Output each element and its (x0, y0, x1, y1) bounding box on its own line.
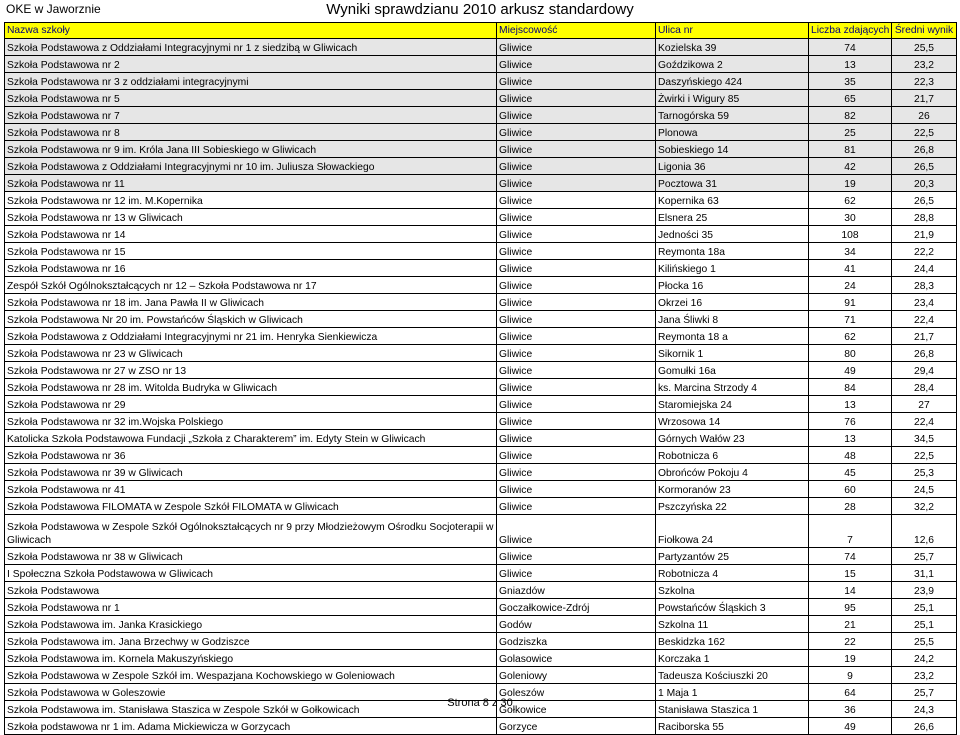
col-header-street: Ulica nr (656, 23, 809, 39)
table-row (5, 396, 957, 413)
cell-avg: 25,7 (892, 684, 957, 701)
cell-count: 7 (809, 515, 892, 548)
cell-avg: 22,2 (892, 243, 957, 260)
table-row (5, 565, 957, 582)
cell-avg: 34,5 (892, 430, 957, 447)
cell-city: Gliwice (497, 565, 656, 582)
cell-school-name: Szkoła Podstawowa im. Jana Brzechwy w Godziszce (5, 633, 497, 650)
cell-school-name: Szkoła Podstawowa nr 36 (5, 447, 497, 464)
cell-count: 13 (809, 396, 892, 413)
cell-city: Gliwice (497, 175, 656, 192)
cell-city: Goczałkowice-Zdrój (497, 599, 656, 616)
cell-school-name: Szkoła Podstawowa nr 7 (5, 107, 497, 124)
cell-school-name: Szkoła Podstawowa nr 9 im. Króla Jana III Sobieskiego w Gliwicach (5, 141, 497, 158)
cell-count: 91 (809, 294, 892, 311)
cell-city: Goleszów (497, 684, 656, 701)
cell-count: 25 (809, 124, 892, 141)
cell-city: Gliwice (497, 56, 656, 73)
table-row (5, 633, 957, 650)
table-row (5, 430, 957, 447)
cell-avg: 28,4 (892, 379, 957, 396)
cell-street: Beskidzka 162 (656, 633, 809, 650)
cell-count: 49 (809, 362, 892, 379)
cell-avg: 21,7 (892, 90, 957, 107)
page-number: Strona 8 z 30 (447, 697, 513, 709)
cell-school-name: Szkoła Podstawowa im. Janka Krasickiego (5, 616, 497, 633)
cell-city: Gliwice (497, 294, 656, 311)
table-row (5, 124, 957, 141)
cell-city: Gliwice (497, 107, 656, 124)
cell-avg: 21,9 (892, 226, 957, 243)
cell-count: 15 (809, 565, 892, 582)
cell-street: Kozielska 39 (656, 39, 809, 56)
cell-school-name: Szkoła Podstawowa im. Stanisława Staszica w Zespole Szkół w Gołkowicach (5, 701, 497, 718)
cell-avg: 26,6 (892, 718, 957, 735)
cell-school-name: Szkoła Podstawowa nr 38 w Gliwicach (5, 548, 497, 565)
cell-school-name: Szkoła Podstawowa nr 11 (5, 175, 497, 192)
cell-street: Wrzosowa 14 (656, 413, 809, 430)
table-row (5, 447, 957, 464)
table-row (5, 158, 957, 175)
cell-count: 41 (809, 260, 892, 277)
cell-school-name: Zespół Szkół Ogólnokształcących nr 12 – Szkoła Podstawowa nr 17 (5, 277, 497, 294)
cell-city: Gołkowice (497, 701, 656, 718)
table-row (5, 56, 957, 73)
cell-avg: 26 (892, 107, 957, 124)
cell-street: Jedności 35 (656, 226, 809, 243)
cell-street: Elsnera 25 (656, 209, 809, 226)
cell-avg: 24,3 (892, 701, 957, 718)
cell-avg: 20,3 (892, 175, 957, 192)
cell-street: Stanisława Staszica 1 (656, 701, 809, 718)
cell-school-name: Szkoła Podstawowa nr 5 (5, 90, 497, 107)
cell-street: 1 Maja 1 (656, 684, 809, 701)
cell-avg: 25,5 (892, 633, 957, 650)
cell-school-name: Szkoła Podstawowa z Oddziałami Integracyjnymi nr 1 z siedzibą w Gliwicach (5, 39, 497, 56)
cell-count: 62 (809, 328, 892, 345)
cell-school-name: Szkoła Podstawowa nr 2 (5, 56, 497, 73)
cell-street: Gomułki 16a (656, 362, 809, 379)
cell-city: Gliwice (497, 226, 656, 243)
cell-street: Okrzei 16 (656, 294, 809, 311)
cell-street: Plonowa (656, 124, 809, 141)
cell-school-name: Szkoła Podstawowa nr 3 z oddziałami integracyjnymi (5, 73, 497, 90)
cell-avg: 29,4 (892, 362, 957, 379)
cell-avg: 26,5 (892, 158, 957, 175)
table-row (5, 548, 957, 565)
table-body (5, 39, 957, 735)
cell-school-name: Szkoła Podstawowa nr 28 im. Witolda Budryka w Gliwicach (5, 379, 497, 396)
cell-avg: 23,9 (892, 582, 957, 599)
table-row (5, 718, 957, 735)
cell-count: 49 (809, 718, 892, 735)
cell-city: Gliwice (497, 379, 656, 396)
cell-count: 60 (809, 481, 892, 498)
cell-city: Gliwice (497, 464, 656, 481)
cell-avg: 28,8 (892, 209, 957, 226)
col-header-city: Miejscowość (497, 23, 656, 39)
cell-street: Reymonta 18a (656, 243, 809, 260)
cell-school-name: Szkoła Podstawowa nr 27 w ZSO nr 13 (5, 362, 497, 379)
cell-school-name: Szkoła Podstawowa nr 29 (5, 396, 497, 413)
cell-city: Gliwice (497, 73, 656, 90)
cell-street: Daszyńskiego 424 (656, 73, 809, 90)
table-row (5, 345, 957, 362)
cell-count: 30 (809, 209, 892, 226)
cell-city: Gliwice (497, 260, 656, 277)
cell-city: Godziszka (497, 633, 656, 650)
table-row (5, 498, 957, 515)
cell-count: 71 (809, 311, 892, 328)
cell-street: Reymonta 18 a (656, 328, 809, 345)
cell-school-name: Szkoła Podstawowa z Oddziałami Integracyjnymi nr 10 im. Juliusza Słowackiego (5, 158, 497, 175)
cell-avg: 25,7 (892, 548, 957, 565)
cell-city: Gorzyce (497, 718, 656, 735)
cell-school-name: Szkoła Podstawowa w Goleszowie (5, 684, 497, 701)
cell-city: Gliwice (497, 90, 656, 107)
cell-count: 76 (809, 413, 892, 430)
cell-count: 35 (809, 73, 892, 90)
cell-street: Korczaka 1 (656, 650, 809, 667)
cell-avg: 22,3 (892, 73, 957, 90)
cell-school-name: Szkoła Podstawowa Nr 20 im. Powstańców Śląskich w Gliwicach (5, 311, 497, 328)
table-row (5, 243, 957, 260)
cell-street: Tadeusza Kościuszki 20 (656, 667, 809, 684)
cell-city: Gliwice (497, 481, 656, 498)
cell-city: Gliwice (497, 277, 656, 294)
cell-avg: 22,4 (892, 311, 957, 328)
cell-city: Gliwice (497, 192, 656, 209)
cell-street: Raciborska 55 (656, 718, 809, 735)
cell-avg: 24,5 (892, 481, 957, 498)
cell-count: 42 (809, 158, 892, 175)
results-table (4, 22, 957, 735)
cell-city: Gliwice (497, 243, 656, 260)
table-row (5, 362, 957, 379)
cell-city: Gliwice (497, 447, 656, 464)
cell-street: Tarnogórska 59 (656, 107, 809, 124)
cell-avg: 24,4 (892, 260, 957, 277)
cell-street: Sikornik 1 (656, 345, 809, 362)
table-row (5, 277, 957, 294)
cell-street: Kilińskiego 1 (656, 260, 809, 277)
table-row (5, 209, 957, 226)
cell-avg: 25,1 (892, 599, 957, 616)
cell-school-name: Katolicka Szkoła Podstawowa Fundacji „Szkoła z Charakterem” im. Edyty Stein w Gliwicach (5, 430, 497, 447)
table-row (5, 311, 957, 328)
table-row (5, 616, 957, 633)
header-row (5, 23, 957, 39)
cell-count: 80 (809, 345, 892, 362)
cell-avg: 21,7 (892, 328, 957, 345)
cell-street: Obrońców Pokoju 4 (656, 464, 809, 481)
cell-street: ks. Marcina Strzody 4 (656, 379, 809, 396)
cell-count: 108 (809, 226, 892, 243)
table-row (5, 379, 957, 396)
table-header (5, 23, 957, 39)
cell-count: 95 (809, 599, 892, 616)
cell-school-name: Szkoła Podstawowa nr 12 im. M.Kopernika (5, 192, 497, 209)
cell-avg: 24,2 (892, 650, 957, 667)
cell-school-name: Szkoła Podstawowa nr 1 (5, 599, 497, 616)
cell-avg: 22,4 (892, 413, 957, 430)
cell-count: 84 (809, 379, 892, 396)
table-row (5, 481, 957, 498)
cell-street: Górnych Wałów 23 (656, 430, 809, 447)
cell-avg: 22,5 (892, 124, 957, 141)
cell-city: Godów (497, 616, 656, 633)
cell-city: Gliwice (497, 209, 656, 226)
cell-street: Sobieskiego 14 (656, 141, 809, 158)
table-row (5, 413, 957, 430)
cell-count: 48 (809, 447, 892, 464)
cell-count: 62 (809, 192, 892, 209)
table-row (5, 39, 957, 56)
cell-school-name: Szkoła Podstawowa w Zespole Szkół Ogólnokształcących nr 9 przy Młodzieżowym Ośrodku Socjoterapii w Gliwicach (5, 515, 497, 548)
table-row (5, 599, 957, 616)
cell-school-name: Szkoła Podstawowa nr 16 (5, 260, 497, 277)
col-header-school-name: Nazwa szkoły (5, 23, 497, 39)
cell-count: 74 (809, 39, 892, 56)
table-row (5, 650, 957, 667)
cell-count: 34 (809, 243, 892, 260)
cell-avg: 12,6 (892, 515, 957, 548)
cell-city: Gliwice (497, 498, 656, 515)
cell-city: Gliwice (497, 430, 656, 447)
table-row (5, 73, 957, 90)
col-header-avg: Średni wynik (892, 23, 957, 39)
table-row (5, 107, 957, 124)
cell-count: 74 (809, 548, 892, 565)
cell-city: Gliwice (497, 362, 656, 379)
cell-city: Gniazdów (497, 582, 656, 599)
cell-school-name: Szkoła Podstawowa nr 13 w Gliwicach (5, 209, 497, 226)
cell-street: Żwirki i Wigury 85 (656, 90, 809, 107)
page-title: Wyniki sprawdzianu 2010 arkusz standardowy (326, 1, 634, 18)
cell-count: 14 (809, 582, 892, 599)
table-row (5, 141, 957, 158)
cell-count: 81 (809, 141, 892, 158)
cell-avg: 31,1 (892, 565, 957, 582)
cell-school-name: Szkoła Podstawowa FILOMATA w Zespole Szkół FILOMATA w Gliwicach (5, 498, 497, 515)
cell-school-name: Szkoła Podstawowa nr 41 (5, 481, 497, 498)
cell-school-name: Szkoła Podstawowa nr 39 w Gliwicach (5, 464, 497, 481)
cell-avg: 23,2 (892, 56, 957, 73)
cell-avg: 25,1 (892, 616, 957, 633)
cell-avg: 32,2 (892, 498, 957, 515)
cell-school-name: Szkoła Podstawowa nr 18 im. Jana Pawła II w Gliwicach (5, 294, 497, 311)
cell-street: Goździkowa 2 (656, 56, 809, 73)
cell-count: 22 (809, 633, 892, 650)
cell-school-name: Szkoła podstawowa nr 1 im. Adama Mickiewicza w Gorzycach (5, 718, 497, 735)
cell-city: Gliwice (497, 396, 656, 413)
cell-count: 64 (809, 684, 892, 701)
cell-city: Gliwice (497, 548, 656, 565)
cell-street: Płocka 16 (656, 277, 809, 294)
cell-count: 21 (809, 616, 892, 633)
table-row (5, 464, 957, 481)
table-row (5, 192, 957, 209)
cell-avg: 26,8 (892, 345, 957, 362)
cell-city: Gliwice (497, 515, 656, 548)
page-header (4, 0, 956, 20)
cell-city: Gliwice (497, 311, 656, 328)
cell-avg: 28,3 (892, 277, 957, 294)
cell-street: Pszczyńska 22 (656, 498, 809, 515)
cell-street: Robotnicza 4 (656, 565, 809, 582)
cell-city: Gliwice (497, 345, 656, 362)
cell-city: Golasowice (497, 650, 656, 667)
cell-avg: 23,4 (892, 294, 957, 311)
cell-avg: 25,5 (892, 39, 957, 56)
cell-street: Powstańców Śląskich 3 (656, 599, 809, 616)
cell-street: Kormoranów 23 (656, 481, 809, 498)
cell-school-name: Szkoła Podstawowa nr 15 (5, 243, 497, 260)
col-header-count: Liczba zdających (809, 23, 892, 39)
table-row (5, 90, 957, 107)
cell-city: Gliwice (497, 328, 656, 345)
table-row (5, 515, 957, 548)
cell-street: Robotnicza 6 (656, 447, 809, 464)
table-row (5, 226, 957, 243)
table-row (5, 175, 957, 192)
table-row (5, 328, 957, 345)
table-row (5, 582, 957, 599)
cell-count: 13 (809, 56, 892, 73)
cell-street: Staromiejska 24 (656, 396, 809, 413)
cell-avg: 25,3 (892, 464, 957, 481)
cell-count: 24 (809, 277, 892, 294)
cell-city: Goleniowy (497, 667, 656, 684)
table-row (5, 294, 957, 311)
table-row (5, 667, 957, 684)
cell-count: 9 (809, 667, 892, 684)
cell-street: Szkolna (656, 582, 809, 599)
cell-count: 82 (809, 107, 892, 124)
cell-school-name: Szkoła Podstawowa (5, 582, 497, 599)
cell-school-name: I Społeczna Szkoła Podstawowa w Gliwicach (5, 565, 497, 582)
header-organization: OKE w Jaworznie (6, 2, 101, 16)
cell-street: Fiołkowa 24 (656, 515, 809, 548)
cell-avg: 23,2 (892, 667, 957, 684)
cell-city: Gliwice (497, 141, 656, 158)
cell-street: Szkolna 11 (656, 616, 809, 633)
cell-school-name: Szkoła Podstawowa nr 32 im.Wojska Polskiego (5, 413, 497, 430)
cell-city: Gliwice (497, 39, 656, 56)
cell-count: 36 (809, 701, 892, 718)
cell-school-name: Szkoła Podstawowa w Zespole Szkół im. Wespazjana Kochowskiego w Goleniowach (5, 667, 497, 684)
cell-school-name: Szkoła Podstawowa nr 14 (5, 226, 497, 243)
cell-school-name: Szkoła Podstawowa nr 8 (5, 124, 497, 141)
cell-street: Pocztowa 31 (656, 175, 809, 192)
cell-city: Gliwice (497, 124, 656, 141)
cell-avg: 22,5 (892, 447, 957, 464)
cell-count: 28 (809, 498, 892, 515)
cell-school-name: Szkoła Podstawowa nr 23 w Gliwicach (5, 345, 497, 362)
cell-count: 19 (809, 650, 892, 667)
cell-street: Partyzantów 25 (656, 548, 809, 565)
cell-street: Jana Śliwki 8 (656, 311, 809, 328)
cell-count: 19 (809, 175, 892, 192)
cell-street: Kopernika 63 (656, 192, 809, 209)
cell-count: 65 (809, 90, 892, 107)
cell-count: 45 (809, 464, 892, 481)
cell-avg: 26,8 (892, 141, 957, 158)
cell-school-name: Szkoła Podstawowa z Oddziałami Integracyjnymi nr 21 im. Henryka Sienkiewicza (5, 328, 497, 345)
cell-count: 13 (809, 430, 892, 447)
cell-street: Ligonia 36 (656, 158, 809, 175)
cell-avg: 26,5 (892, 192, 957, 209)
cell-school-name: Szkoła Podstawowa im. Kornela Makuszyńskiego (5, 650, 497, 667)
cell-city: Gliwice (497, 158, 656, 175)
table-row (5, 260, 957, 277)
cell-avg: 27 (892, 396, 957, 413)
cell-city: Gliwice (497, 413, 656, 430)
